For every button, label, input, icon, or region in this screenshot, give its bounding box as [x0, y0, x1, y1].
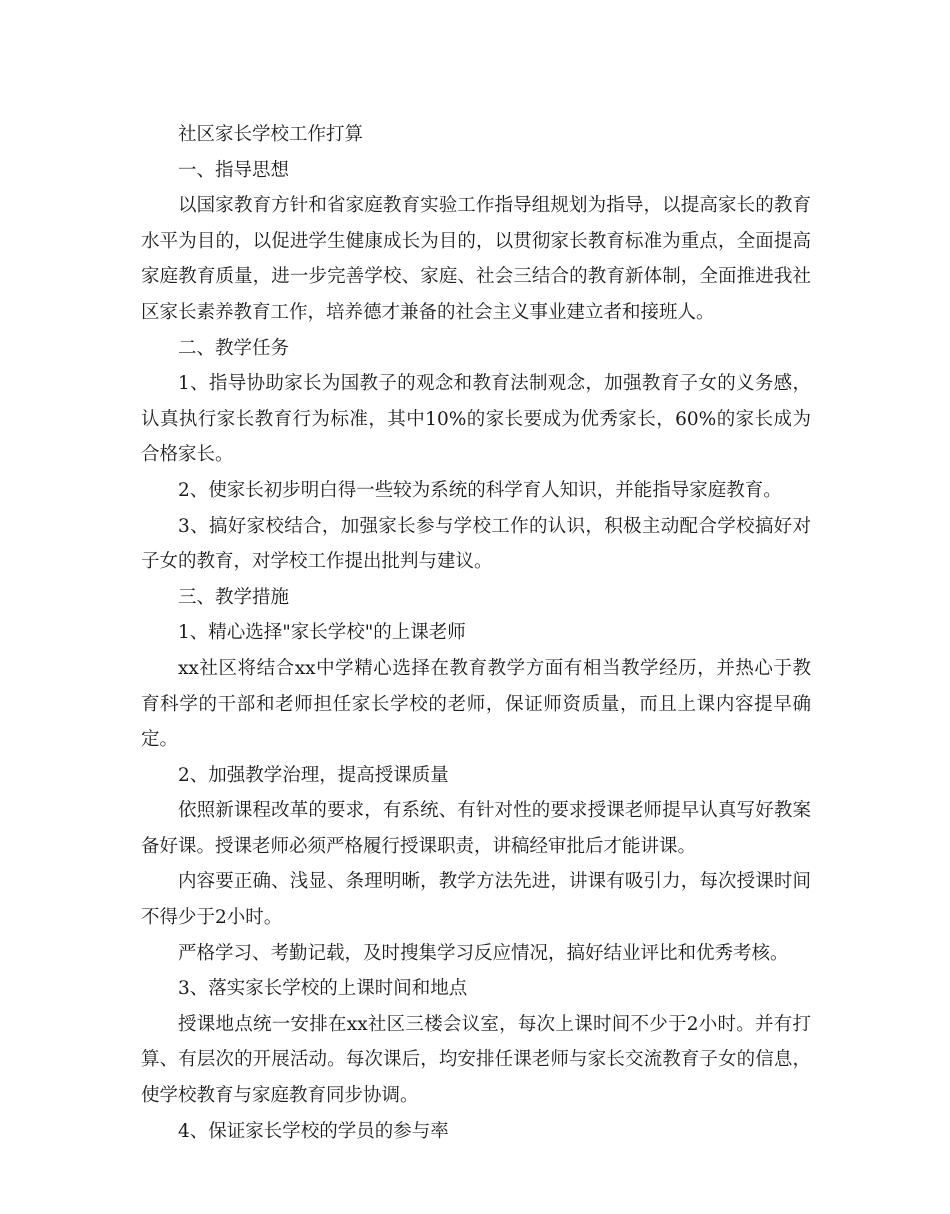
- document-body: [141, 117, 811, 1149]
- paragraph: 严格学习、考勤记载，及时搜集学习反应情况，搞好结业评比和优秀考核。: [178, 942, 789, 964]
- document-title: 社区家长学校工作打算: [178, 124, 364, 145]
- subheading: 4、保证家长学校的学员的参与率: [178, 1120, 449, 1142]
- subheading: 3、落实家长学校的上课时间和地点: [178, 978, 468, 1000]
- section-heading-guiding-idea: 一、指导思想: [178, 159, 290, 181]
- subheading: 1、精心选择"家长学校"的上课老师: [178, 622, 466, 644]
- paragraph: 授课地点统一安排在xx社区三楼会议室，每次上课时间不少于2小时。并有打算、有层次的开展活动。每次课后，均安排任课老师与家长交流教育子女的信息，使学校教育与家庭教育同步协调。: [141, 1013, 811, 1107]
- paragraph: 1、指导协助家长为国教子的观念和教育法制观念，加强教育子女的义务感，认真执行家长教育行为标准，其中10%的家长要成为优秀家长，60%的家长成为合格家长。: [141, 373, 811, 466]
- paragraph: 内容要正确、浅显、条理明晰，教学方法先进，讲课有吸引力，每次授课时间不得少于2小时。: [141, 871, 811, 929]
- paragraph: xx社区将结合xx中学精心选择在教育教学方面有相当教学经历，并热心于教育科学的干部和老师担任家长学校的老师，保证师资质量，而且上课内容提早确定。: [141, 657, 811, 751]
- subheading: 2、加强教学治理，提高授课质量: [178, 764, 449, 786]
- section-heading-teaching-measures: 三、教学措施: [178, 586, 290, 608]
- paragraph: 3、搞好家校结合，加强家长参与学校工作的认识，积极主动配合学校搞好对子女的教育，对学校工作提出批判与建议。: [141, 515, 811, 573]
- paragraph: 依照新课程改革的要求，有系统、有针对性的要求授课老师提早认真写好教案备好课。授课老师必须严格履行授课职责，讲稿经审批后才能讲课。: [141, 800, 811, 857]
- section-heading-teaching-tasks: 二、教学任务: [178, 337, 290, 359]
- paragraph: 以国家教育方针和省家庭教育实验工作指导组规划为指导，以提高家长的教育水平为目的，以促进学生健康成长为目的，以贯彻家长教育标准为重点，全面提高家庭教育质量，进一步完善学校、家庭、社会三结合的教育新体制，全面推进我社区家长素养教育工作，培养德才兼备的社会主义事业建立者和接班人。: [141, 195, 811, 323]
- paragraph: 2、使家长初步明白得一些较为系统的科学育人知识，并能指导家庭教育。: [178, 479, 782, 501]
